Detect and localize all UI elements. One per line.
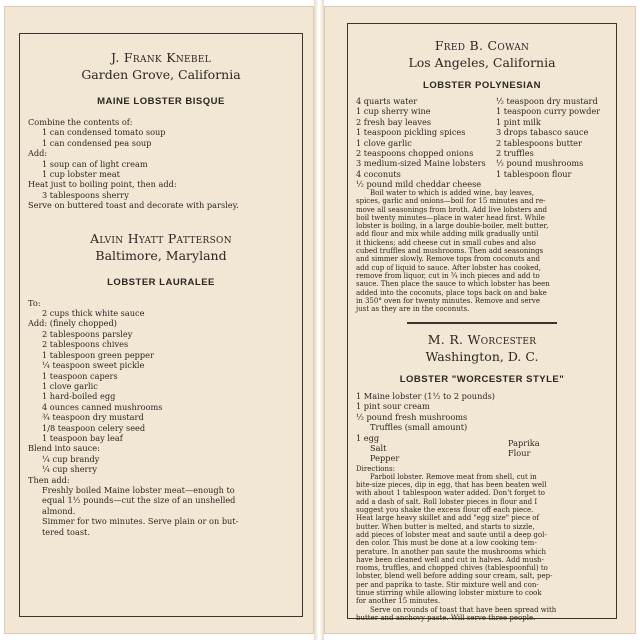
recipe2-then-label: Then add: [28,474,70,485]
recipe3-ingredient: ½ teaspoon dry mustard [496,96,598,106]
recipe4-seasoning: Salt [370,442,387,453]
recipe2-ingredient: 1 tablespoon green pepper [42,349,154,360]
recipe4-ingredient: 1 pint sour cream [356,401,430,412]
recipe2-simmer-line: Simmer for two minutes. Serve plain or on but- [42,516,239,527]
recipe4-direction-line: Heat large heavy skillet and add "egg size" piece of [356,514,540,523]
recipe1-line: 3 tablespoons sherry [42,189,129,200]
recipe2-ingredient: 1/8 teaspoon celery seed [42,422,146,433]
recipe3-ingredient: 4 coconuts [356,168,401,179]
recipe2-then-line: Freshly boiled Maine lobster meat—enough to [42,484,235,495]
recipe3-ingredient: 1 pint milk [496,116,541,127]
recipe4-serve-line: butter and anchovy paste. Will serve three people. [356,613,536,622]
recipe4-seasoning: Paprika [508,437,540,448]
recipe3-ingredient: 1 teaspoon curry powder [496,106,601,117]
recipe3-direction-line: in 350° oven for twenty minutes. Remove and serve [356,296,540,305]
recipe2-ingredient: ¼ teaspoon sweet pickle [42,360,145,371]
recipe3-direction-line: spices, garlic and onions—boil for 15 minutes and re- [356,197,546,206]
recipe4-direction-line: tinue stirring while allowing lobster mixture to cook [356,589,542,598]
recipe2-then-line: equal 1½ pounds—cut the size of an unshelled [42,495,236,506]
recipe4-author: M. R. Worcester [427,331,537,347]
recipe1-line: Heat just to boiling point, then add: [28,179,177,190]
recipe3-direction-line: remove from liquor, cut in ¾ inch pieces and add to [356,271,540,280]
recipe1-title: MAINE LOBSTER BISQUE [97,96,225,107]
recipe1-line: Add: [28,148,48,159]
recipe4-serve-line: Serve on rounds of toast that have been spread with [370,605,557,614]
right-page [324,6,636,634]
recipe3-direction-line: Boil water to which is added wine, bay leaves, [370,189,535,197]
recipe4-direction-line: den color. This must be done at a low cooking tem- [356,539,537,548]
recipe2-location: Baltimore, Maryland [95,247,227,263]
recipe2-add-label: Add: (finely chopped) [28,318,117,329]
recipe2-blend-item: ¼ cup sherry [42,464,98,475]
recipe2-simmer-line: tered toast. [42,526,90,537]
recipe2-title: LOBSTER LAURALEE [107,276,215,288]
recipe3-ingredient: 2 fresh bay leaves [356,116,432,127]
recipe1-line: Combine the contents of: [28,117,133,127]
recipe2-ingredient: 1 teaspoon capers [42,370,118,381]
recipe2-author: Alvin Hyatt Patterson [90,230,232,246]
recipe3-ingredient: 2 truffles [496,148,534,159]
recipe3-ingredient: 3 drops tabasco sauce [496,127,589,138]
recipe2-ingredient: ¾ teaspoon dry mustard [42,412,144,423]
recipe3-ingredient: 1 tablespoon flour [496,168,572,179]
recipe4-direction-line: rooms, truffles, and chopped chives (tablespoonful) to [356,564,548,573]
recipe1-line: 1 cup lobster meat [42,169,120,180]
recipe3-direction-line: add cup of liquid to sauce. After lobster has cooked, [356,263,542,272]
recipe1-line: 1 soup can of light cream [42,158,148,169]
recipe3-ingredient: 2 tablespoons butter [496,137,582,148]
recipe3-ingredient: ½ pound mushrooms [496,158,584,169]
right-page-frame [347,23,617,622]
recipe2-then-line: almond. [42,505,76,516]
recipe4-seasoning: 1 egg [356,432,380,443]
recipe3-title: LOBSTER POLYNESIAN [423,80,541,91]
recipe3-left-column [356,96,486,190]
recipe4-direction-line: per and paprika to taste. Stir mixture well and con- [356,580,539,589]
recipe2-ingredient: 1 clove garlic [42,380,98,391]
recipe3-direction-line: add flour and mix while adding milk gradually until [356,230,539,239]
recipe4-seasoning-grid [356,433,608,465]
recipe4-ingredient: ½ pound fresh mushrooms [356,411,468,422]
recipe2-ingredient: 2 tablespoons parsley [42,328,133,339]
recipe2-to-label: To: [28,297,41,308]
recipe4-direction-line: Parboil lobster. Remove meat from shell, cut in [370,472,537,481]
recipe1-line: Serve on buttered toast and decorate with parsley. [28,200,239,211]
recipe4-directions [356,473,608,622]
recipe4-direction-line: bite-size pieces, dip in egg, that has been beaten well [356,481,547,490]
recipe1-location: Garden Grove, California [81,67,241,82]
recipe3-direction-line: cubed truffles and mushrooms. Then add seasonings [356,247,544,256]
left-page [4,6,314,634]
recipe2-blend-item: ¼ cup brandy [42,453,100,464]
recipe4-direction-line: suggest you shake the excess flour off each piece. [356,506,534,515]
recipe3-ingredient: 4 quarts water [356,96,418,106]
recipe4-title: LOBSTER "WORCESTER STYLE" [399,373,565,385]
recipe3-directions [356,189,608,313]
left-page-frame [19,33,303,617]
recipe4-direction-line: butter. When butter is melted, and starts to sizzle, [356,522,535,531]
recipe2-ingredient: 1 hard-boiled egg [42,391,116,402]
recipe3-direction-line: move all seasonings from broth. Add live lobsters and [356,205,547,214]
recipe3-ingredient: 1 clove garlic [356,137,412,148]
recipe3-ingredient: 1 cup sherry wine [356,106,431,117]
recipe3-direction-line: sauce. Then place the sauce to which lobster has been [356,280,550,289]
recipe4-ingredient: 1 Maine lobster (1½ to 2 pounds) [356,390,495,401]
recipe1-line: 1 can condensed pea soup [42,137,152,148]
recipe2-ingredient: 1 teaspoon bay leaf [42,432,123,443]
recipe4-direction-line: lobster, blend well before adding sour cream, salt, pep- [356,572,553,581]
recipe4-direction-line: with about 1 tablespoon water added. Don't forget to [356,489,545,498]
recipe3-direction-line: added into the coconuts, place tops back on and bake [356,288,547,297]
book-gutter [314,0,324,640]
recipe1-author: J. Frank Knebel [111,50,211,65]
recipe3-direction-line: it thickens; add cheese cut in small cubes and also [356,238,536,247]
recipe3-direction-line: lobster is boiling, in a large double-boiler, melt butter, [356,222,549,231]
recipe3-direction-line: just as they are in the coconuts. [356,305,470,314]
recipe3-ingredient-columns [356,96,608,189]
recipe4-direction-line: add a dash of salt. Roll lobster pieces in flour and I [356,497,538,506]
recipe4-direction-line: for another 15 minutes. [356,597,441,606]
recipe4-ingredient: Truffles (small amount) [370,422,468,433]
recipe2-blend-label: Blend into sauce: [28,443,100,454]
recipe3-ingredient: ½ pound mild cheddar cheese [356,179,482,190]
recipe2-to-line: 2 cups thick white sauce [42,308,145,319]
recipe3-ingredient: 3 medium-sized Maine lobsters [356,158,486,169]
recipe3-right-column [496,96,600,179]
recipe4-seasoning: Flour [508,447,531,458]
recipe3-ingredient: 1 teaspoon pickling spices [356,127,466,138]
recipe2-ingredient: 2 tablespoons chives [42,339,129,350]
recipe4-direction-line: add pieces of lobster meat and saute until a deep gol- [356,530,547,539]
recipe3-direction-line: and simmer slowly. Remove tops from coconuts and [356,255,540,264]
recipe3-author: Fred B. Cowan [434,38,530,53]
recipe4-seasoning: Pepper [370,453,400,464]
recipe2-ingredient: 4 ounces canned mushrooms [42,401,163,412]
recipe4-directions-label: Directions: [356,464,395,473]
recipe4-direction-line: perature. In another pan saute the mushrooms which [356,547,547,556]
recipe4-location: Washington, D. C. [425,348,539,364]
recipe3-direction-line: boil twenty minutes—place in water head first. While [356,213,545,222]
recipe4-direction-line: have been cleaned well and cut in halves. Add mush- [356,555,544,564]
recipe3-location: Los Angeles, California [408,55,556,70]
recipe1-line: 1 can condensed tomato soup [42,127,166,138]
recipe3-ingredient: 2 teaspoons chopped onions [356,148,474,159]
